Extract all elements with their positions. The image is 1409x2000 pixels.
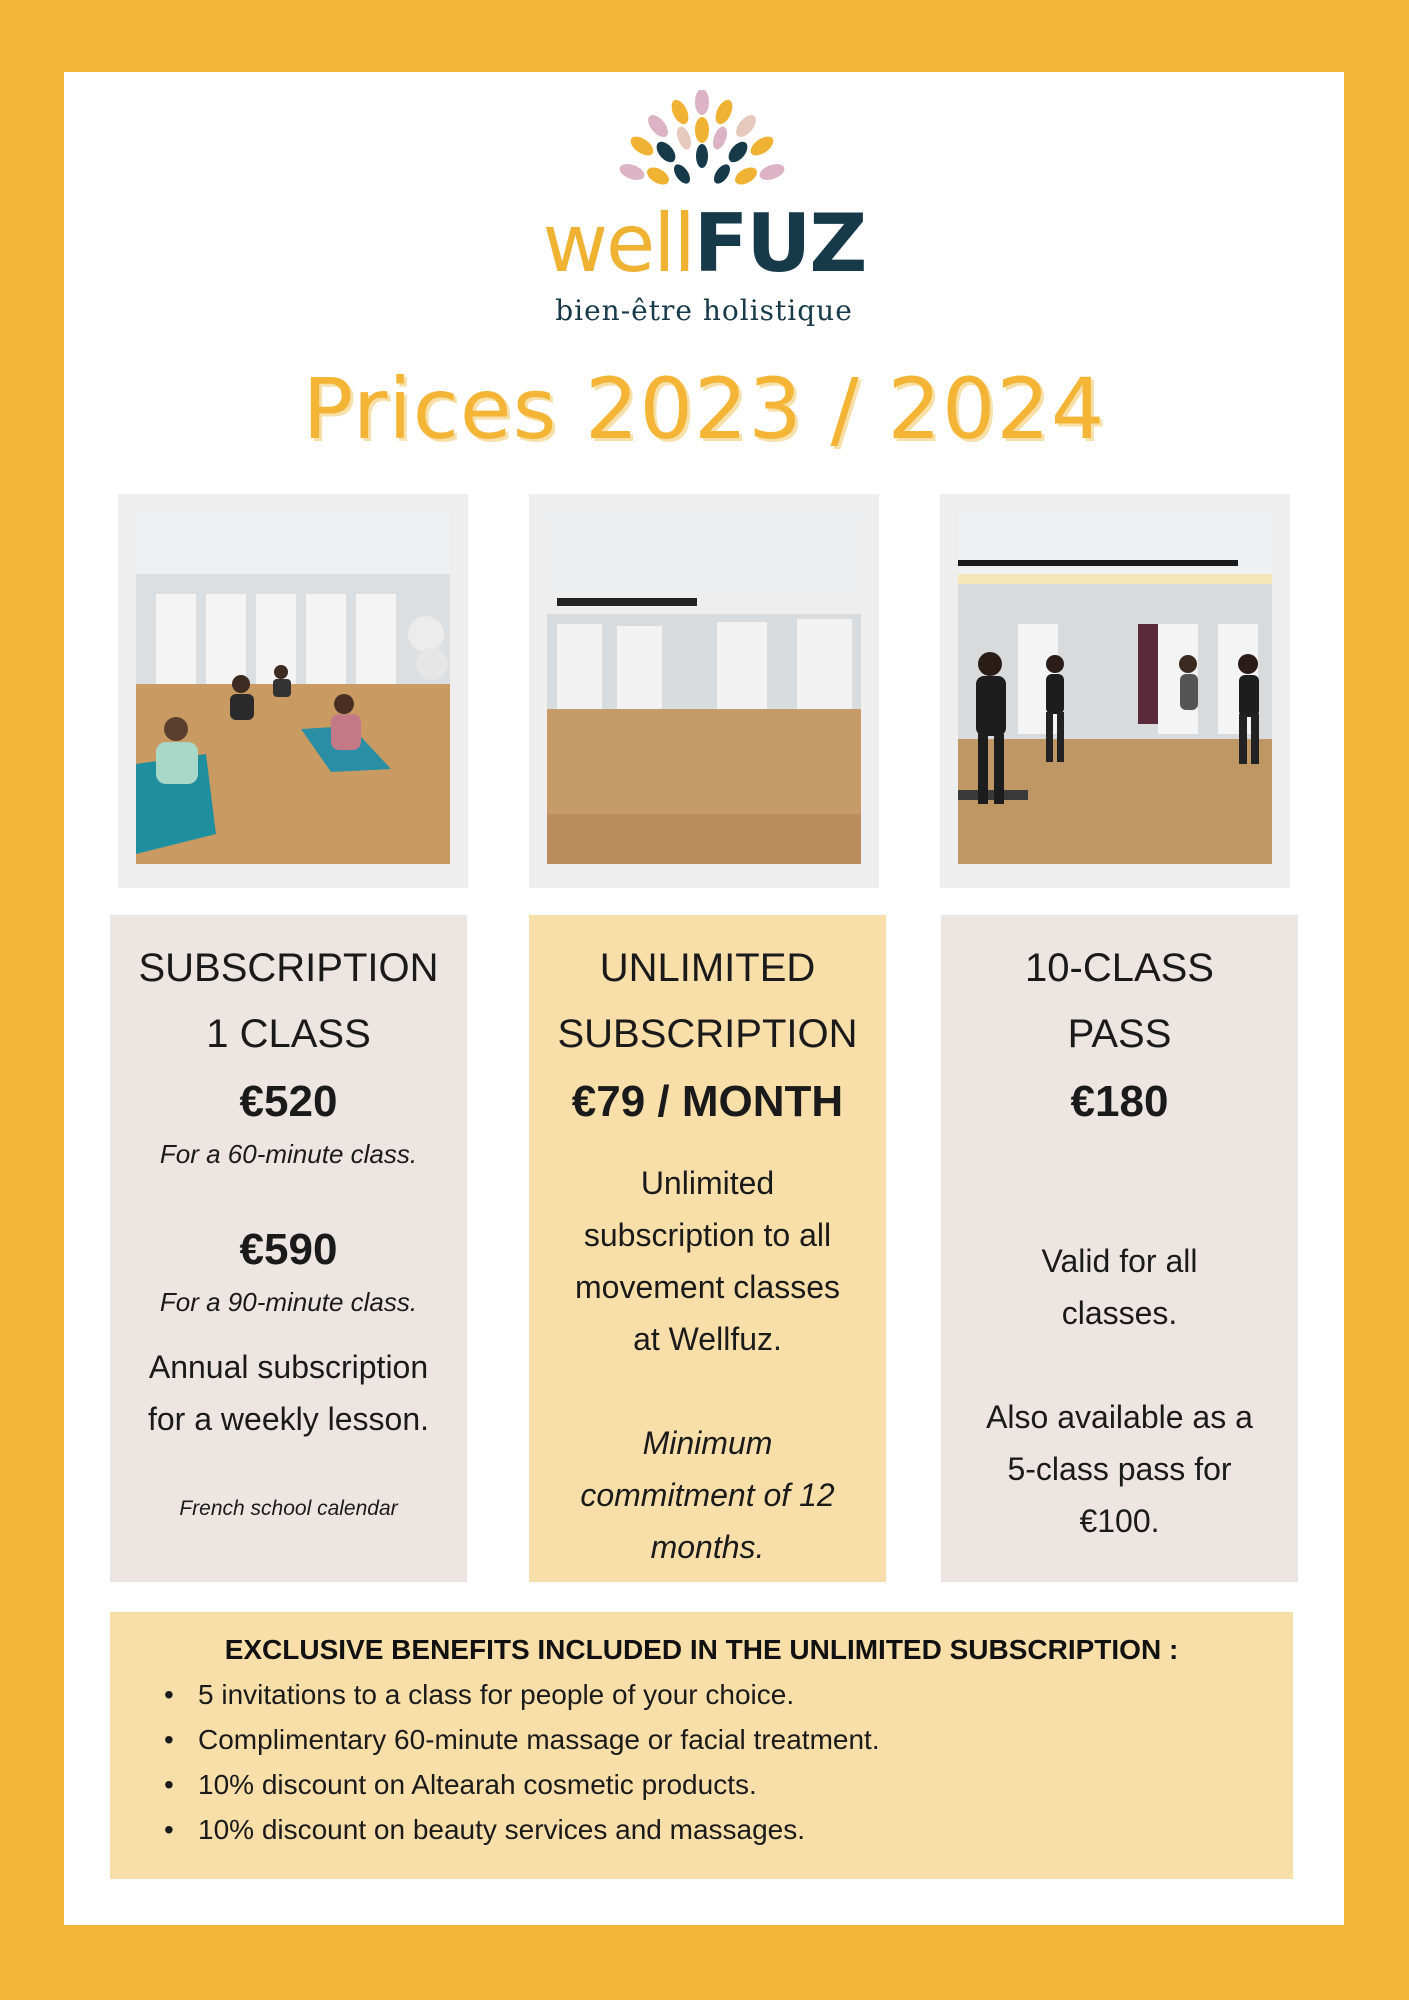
benefits-list: [160, 1672, 880, 1852]
price-60-min: €520: [239, 1077, 338, 1126]
commitment-line-2: commitment of 12: [580, 1477, 835, 1513]
card-title-line-1: UNLIMITED: [599, 946, 816, 990]
card-body-line-2: classes.: [1061, 1295, 1178, 1331]
card-body-line-3: Also available as a: [986, 1399, 1253, 1435]
list-item: • 10% discount on beauty services and massages.: [160, 1807, 880, 1852]
wordmark-well: well: [542, 197, 694, 290]
card-10-class-pass: [941, 915, 1298, 1582]
commitment-line-3: months.: [650, 1529, 765, 1565]
note-90-min: For a 90-minute class.: [159, 1287, 418, 1317]
card-title-line-2: 1 CLASS: [206, 1012, 371, 1056]
photo-frame-studio: [529, 494, 879, 888]
page-title: Prices 2023 / 2024: [302, 360, 1106, 458]
fitness-class-photo: [958, 514, 1272, 864]
price-90-min: €590: [239, 1225, 338, 1274]
card-body-line-2: for a weekly lesson.: [147, 1401, 429, 1437]
wordmark-fuz: FUZ: [693, 197, 866, 290]
yoga-class-photo: [136, 514, 450, 864]
card-body-line-1: Unlimited: [640, 1165, 775, 1201]
logo-tagline: bien-être holistique: [555, 294, 853, 327]
wellfuz-logo: [64, 72, 1344, 342]
benefits-title: EXCLUSIVE BENEFITS INCLUDED IN THE UNLIMITED SUBSCRIPTION :: [224, 1634, 1179, 1665]
photo-frame-fitness: [940, 494, 1290, 888]
note-60-min: For a 60-minute class.: [159, 1139, 418, 1169]
card-footnote: French school calendar: [179, 1497, 398, 1520]
card-body-line-5: €100.: [1079, 1503, 1160, 1539]
price-sheet: [64, 72, 1344, 1925]
card-title-line-2: SUBSCRIPTION: [557, 1012, 858, 1056]
wordmark: [64, 196, 1344, 292]
card-unlimited-subscription: [529, 915, 886, 1582]
card-title-line-1: SUBSCRIPTION: [138, 946, 439, 990]
card-body-line-4: at Wellfuz.: [633, 1321, 782, 1357]
list-item: • Complimentary 60-minute massage or facial treatment.: [160, 1717, 880, 1762]
photo-frame-yoga: [118, 494, 468, 888]
benefits-box: [110, 1612, 1293, 1879]
list-item: • 10% discount on Altearah cosmetic products.: [160, 1762, 880, 1807]
card-body-line-4: 5-class pass for: [1007, 1451, 1232, 1487]
list-item: • 5 invitations to a class for people of your choice.: [160, 1672, 880, 1717]
card-body-line-2: subscription to all: [583, 1217, 832, 1253]
card-body-line-1: Annual subscription: [148, 1349, 429, 1385]
price-monthly: €79 / MONTH: [571, 1077, 844, 1126]
card-title-line-2: PASS: [1067, 1012, 1172, 1056]
card-body-line-1: Valid for all: [1041, 1243, 1198, 1279]
empty-studio-photo: [547, 514, 861, 864]
card-body-line-3: movement classes: [575, 1269, 840, 1305]
price-10-class: €180: [1070, 1077, 1169, 1126]
commitment-line-1: Minimum: [642, 1425, 773, 1461]
leaf-tree-icon: [602, 90, 802, 200]
card-title-line-1: 10-CLASS: [1025, 946, 1214, 990]
card-subscription-1-class: [110, 915, 467, 1582]
